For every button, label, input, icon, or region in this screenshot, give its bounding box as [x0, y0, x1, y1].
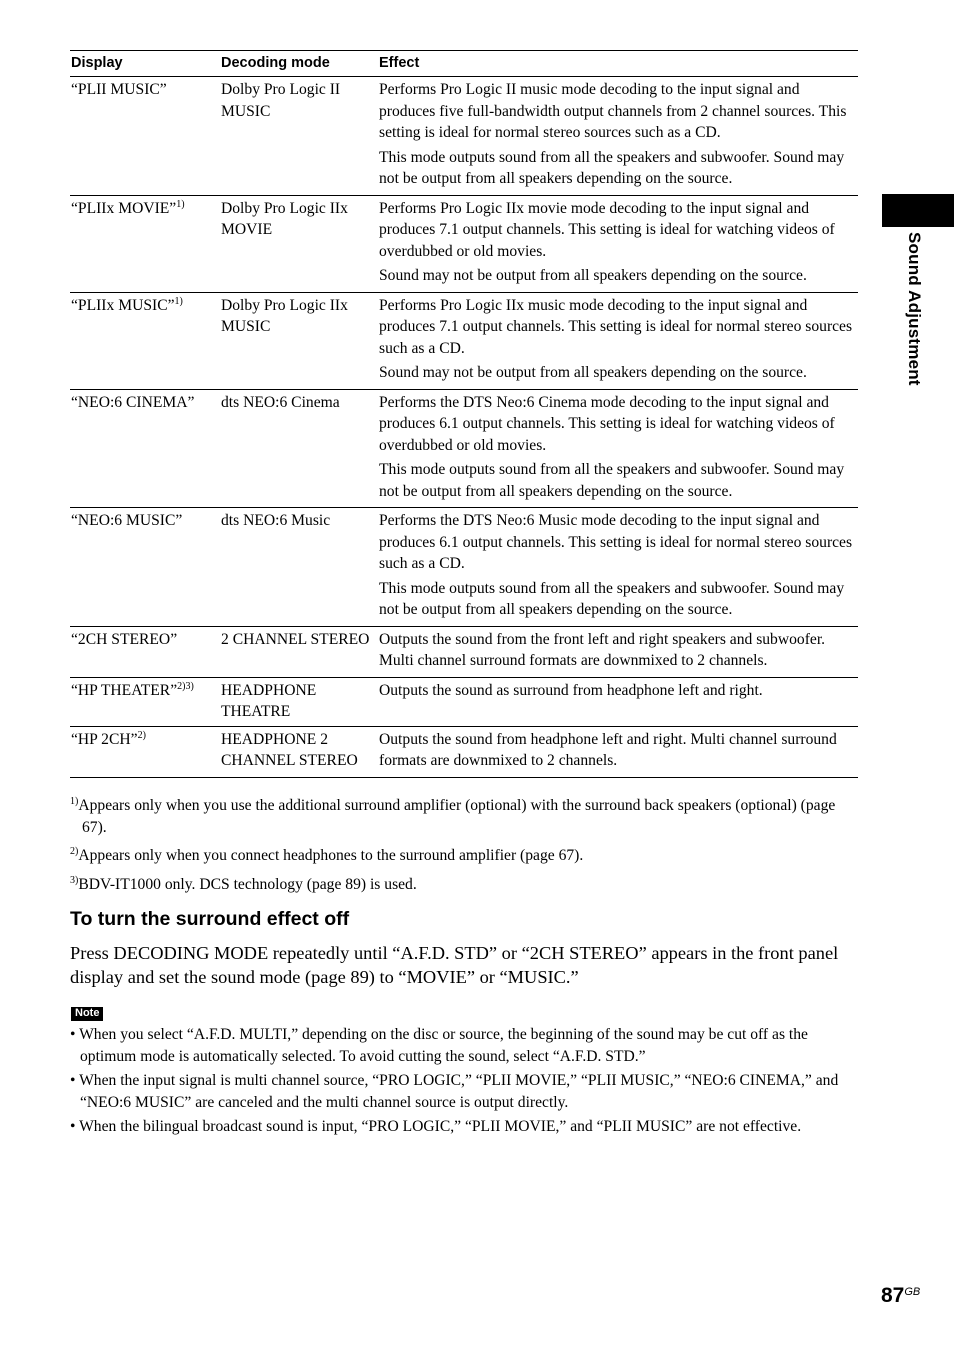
note-badge: Note: [71, 1007, 103, 1021]
footnote-2: [70, 845, 860, 867]
table-row: [70, 626, 858, 677]
footnote-ref: 1): [176, 198, 185, 210]
effect-paragraph: Performs Pro Logic II music mode decoding to the input signal and produces five full-bandwidth output channels from 2 channel sources. This setting is ideal for normal stereo sources such as a CD.: [379, 81, 847, 141]
effect-paragraph: Sound may not be output from all speakers depending on the source.: [379, 364, 807, 381]
display-cell: [70, 508, 220, 627]
effect-paragraph: This mode outputs sound from all the speakers and subwoofer. Sound may not be output from all speakers depending on the source.: [379, 148, 845, 187]
footnote-1: [70, 795, 860, 838]
display-value: “PLII MUSIC”: [71, 81, 167, 98]
effect-paragraph: Outputs the sound from the front left and right speakers and subwoofer. Multi channel surround formats are downmixed to 2 channels.: [379, 630, 826, 669]
display-cell: [70, 195, 220, 292]
effect-cell: [378, 508, 858, 627]
table-row: [70, 195, 858, 292]
note-item: • When the bilingual broadcast sound is input, “PRO LOGIC,” “PLII MOVIE,” and “PLII MUSIC” are not effective.: [70, 1118, 802, 1135]
page-number-value: 87: [881, 1284, 905, 1307]
effect-paragraph: Performs Pro Logic IIx movie mode decoding to the input signal and produces 7.1 output channels. This setting is ideal for watching videos of overdubbed or old movies.: [379, 199, 835, 260]
decoding-mode-cell: 2 CHANNEL STEREO: [220, 626, 378, 677]
table-row: [70, 726, 858, 777]
footnote-mark: 1): [70, 796, 79, 807]
header-effect: Effect: [378, 51, 858, 77]
decoding-mode-cell: Dolby Pro Logic IIx MOVIE: [220, 195, 378, 292]
footnotes: [70, 795, 860, 902]
effect-cell: [378, 626, 858, 677]
footnote-text: Appears only when you use the additional surround amplifier (optional) with the surround back speakers (optional) (page 67).: [78, 797, 836, 836]
footnote-ref: 2)3): [177, 680, 194, 692]
note-item: • When you select “A.F.D. MULTI,” depending on the disc or source, the beginning of the sound may be cut off as the optimum mode is automatically selected. To avoid cutting the sound, select “A.F.D. STD.”: [70, 1026, 808, 1065]
section-tab-label: Sound Adjustment: [905, 232, 924, 386]
table-row: [70, 292, 858, 389]
display-value: “HP THEATER”: [71, 681, 178, 699]
display-value: “2CH STEREO”: [71, 630, 178, 648]
effect-paragraph: Outputs the sound from headphone left and right. Multi channel surround formats are downmixed to 2 channels.: [379, 730, 837, 769]
footnote-text: BDV-IT1000 only. DCS technology (page 89) is used.: [78, 875, 417, 893]
display-cell: [70, 726, 220, 777]
display-cell: [70, 77, 220, 196]
decoding-mode-cell: HEADPHONE THEATRE: [220, 677, 378, 726]
decoding-mode-cell: Dolby Pro Logic IIx MUSIC: [220, 292, 378, 389]
display-cell: [70, 677, 220, 726]
display-value: “PLIIx MOVIE”: [71, 199, 177, 217]
effect-paragraph: This mode outputs sound from all the speakers and subwoofer. Sound may not be output from all speakers depending on the source.: [379, 579, 845, 618]
decoding-mode-cell: HEADPHONE 2 CHANNEL STEREO: [220, 726, 378, 777]
header-display: Display: [70, 51, 220, 77]
decoding-mode-cell: dts NEO:6 Music: [220, 508, 378, 627]
header-decoding-mode: Decoding mode: [220, 51, 378, 77]
display-cell: [70, 389, 220, 508]
note-item-text: When the input signal is multi channel source, “PRO LOGIC,” “PLII MOVIE,” “PLII MUSIC,” “NEO:6 CINEMA,” and “NEO:6 MUSIC” are canceled and the multi channel source is output directly.: [79, 1072, 839, 1111]
display-cell: [70, 626, 220, 677]
display-value: “NEO:6 MUSIC”: [71, 512, 183, 529]
effect-paragraph: Sound may not be output from all speakers depending on the source.: [379, 267, 807, 284]
footnote-ref: 1): [174, 295, 183, 307]
page-number-suffix: GB: [904, 1286, 921, 1298]
section-body: Press DECODING MODE repeatedly until “A.F.D. STD” or “2CH STEREO” appears in the front panel display and set the sound mode (page 89) to “MOVIE” or “MUSIC.”: [70, 943, 839, 987]
display-cell: [70, 292, 220, 389]
footnote-text: Appears only when you connect headphones to the surround amplifier (page 67).: [78, 847, 584, 864]
table-row: [70, 677, 858, 726]
decoding-mode-cell: Dolby Pro Logic II MUSIC: [220, 77, 378, 196]
effect-cell: [378, 195, 858, 292]
note-list: [70, 1024, 862, 1141]
table-row: [70, 389, 858, 508]
effect-paragraph: Outputs the sound as surround from headphone left and right.: [379, 681, 763, 699]
effect-paragraph: Performs Pro Logic IIx music mode decoding to the input signal and produces 7.1 output channels. This setting is ideal for normal stereo sources such as a CD.: [379, 296, 853, 357]
effect-paragraph: Performs the DTS Neo:6 Cinema mode decoding to the input signal and produces 6.1 output channels. This setting is ideal for watching videos of overdubbed or old movies.: [379, 393, 835, 454]
effect-cell: [378, 292, 858, 389]
table-row: [70, 508, 858, 627]
note-item: • When the input signal is multi channel source, “PRO LOGIC,” “PLII MOVIE,” “PLII MUSIC,” “NEO:6 CINEMA,” and “NEO:6 MUSIC” are canceled and the multi channel source is output directly.: [70, 1072, 839, 1111]
decoding-mode-table: [70, 50, 858, 778]
footnote-mark: 3): [70, 874, 79, 886]
table-header-row: [70, 51, 858, 77]
effect-cell: [378, 726, 858, 777]
display-value: “PLIIx MUSIC”: [71, 296, 175, 314]
note-item-text: When the bilingual broadcast sound is input, “PRO LOGIC,” “PLII MOVIE,” and “PLII MUSIC” are not effective.: [79, 1118, 802, 1135]
effect-cell: [378, 389, 858, 508]
table-row: [70, 77, 858, 196]
section-heading: To turn the surround effect off: [70, 908, 350, 930]
display-value: “NEO:6 CINEMA”: [71, 393, 195, 411]
decoding-mode-cell: dts NEO:6 Cinema: [220, 389, 378, 508]
footnote-mark: 2): [70, 846, 79, 857]
section-tab-marker: [882, 194, 954, 227]
page-number: [881, 1284, 920, 1308]
note-item-text: When you select “A.F.D. MULTI,” depending on the disc or source, the beginning of the sound may be cut off as the optimum mode is automatically selected. To avoid cutting the sound, select “A.F.D. STD.”: [79, 1026, 808, 1065]
display-value: “HP 2CH”: [71, 730, 138, 748]
footnote-3: [70, 874, 860, 896]
effect-paragraph: Performs the DTS Neo:6 Music mode decoding to the input signal and produces 6.1 output channels. This setting is ideal for normal stereo sources such as a CD.: [379, 512, 853, 572]
effect-paragraph: This mode outputs sound from all the speakers and subwoofer. Sound may not be output from all speakers depending on the source.: [379, 461, 845, 500]
effect-cell: [378, 77, 858, 196]
footnote-ref: 2): [137, 729, 146, 741]
effect-cell: [378, 677, 858, 726]
